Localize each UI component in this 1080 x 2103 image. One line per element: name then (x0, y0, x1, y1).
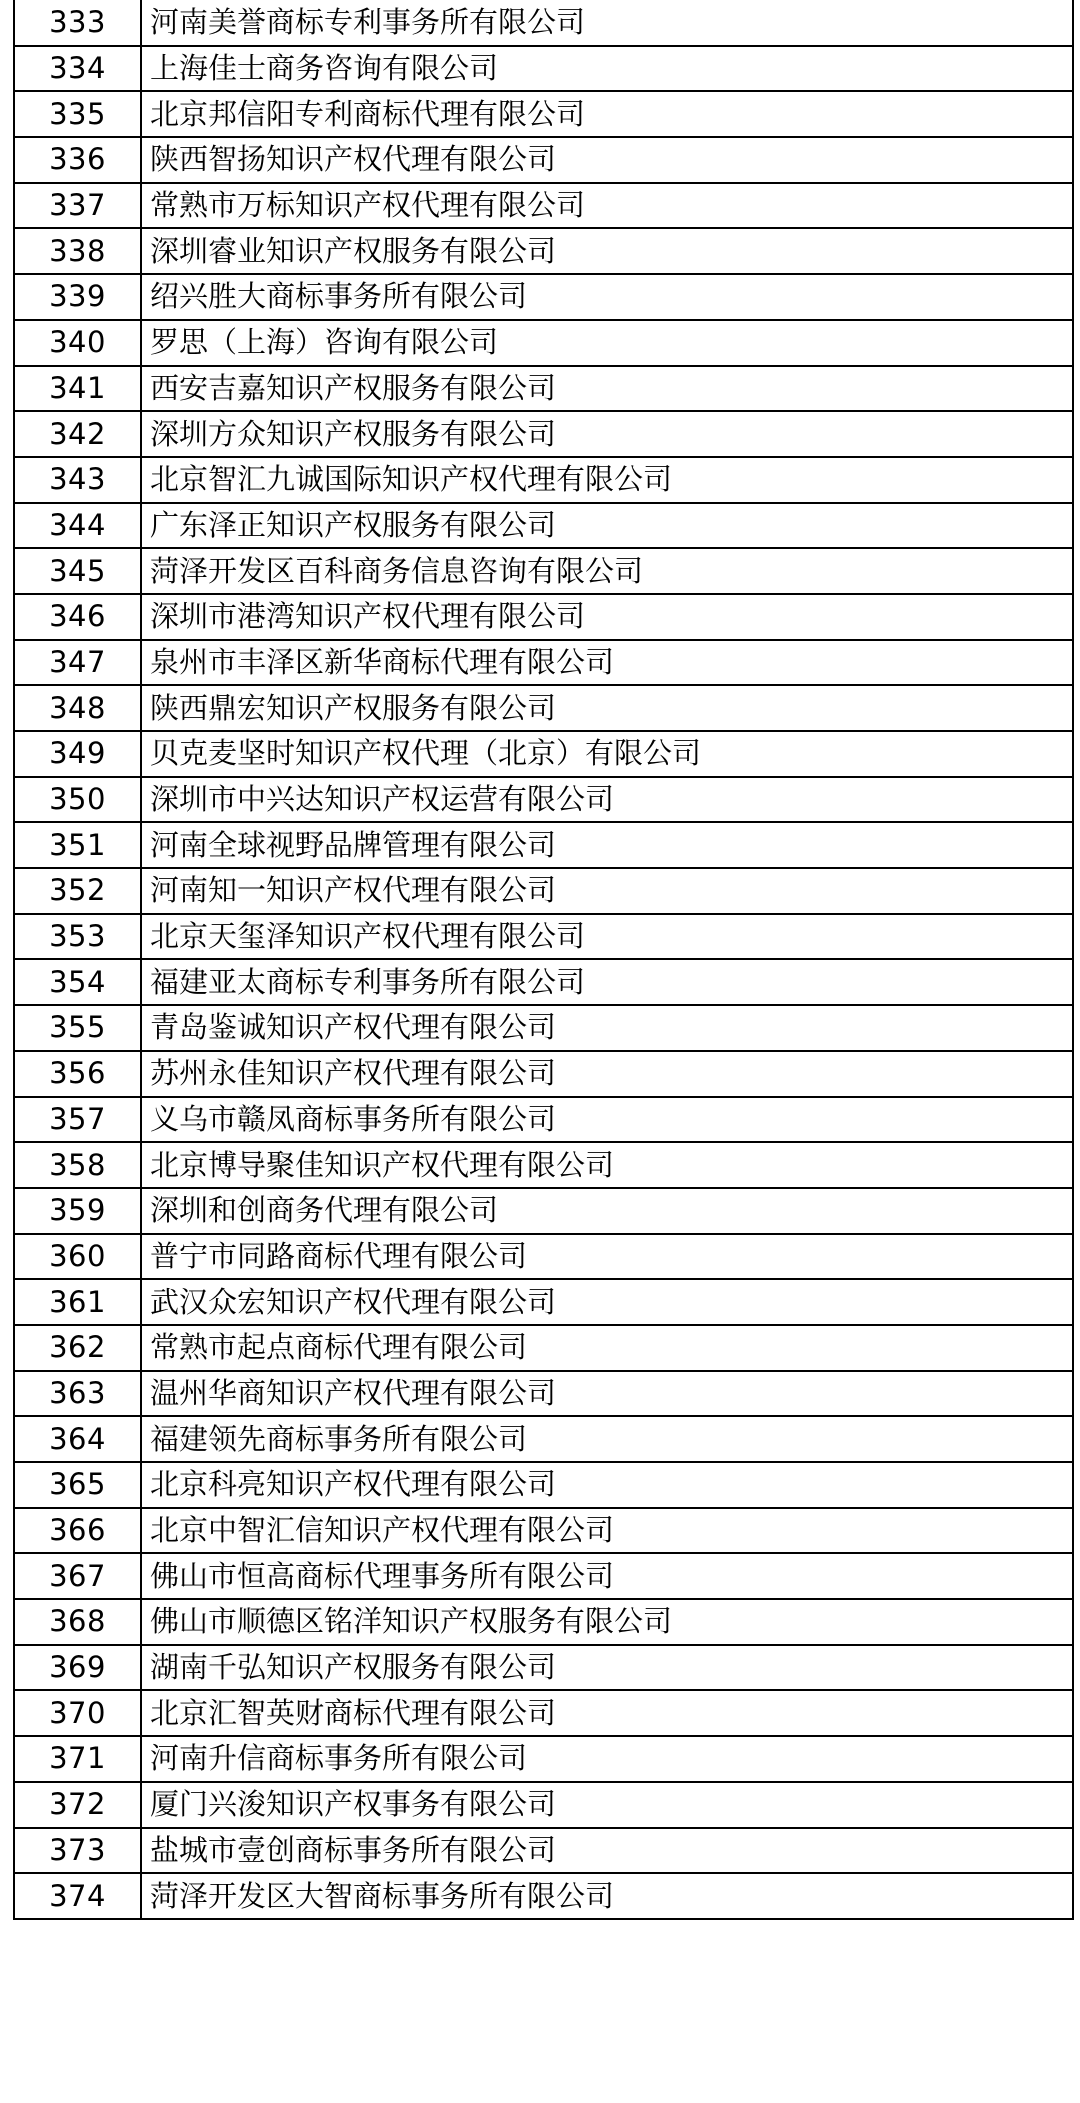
company-name-cell: 陕西鼎宏知识产权服务有限公司 (141, 685, 1073, 731)
row-number-cell: 356 (14, 1051, 141, 1097)
table-row (14, 868, 1073, 914)
row-number-cell: 360 (14, 1234, 141, 1280)
table-row (14, 1508, 1073, 1554)
company-name-cell: 北京中智汇信知识产权代理有限公司 (141, 1508, 1073, 1554)
row-number-cell: 343 (14, 457, 141, 503)
table-row (14, 1371, 1073, 1417)
row-number-cell: 354 (14, 959, 141, 1005)
row-number-cell: 346 (14, 594, 141, 640)
company-name-cell: 上海佳士商务咨询有限公司 (141, 46, 1073, 92)
company-name-cell: 罗思（上海）咨询有限公司 (141, 320, 1073, 366)
row-number-cell: 367 (14, 1553, 141, 1599)
company-name-cell: 绍兴胜大商标事务所有限公司 (141, 274, 1073, 320)
table-row (14, 503, 1073, 549)
row-number-cell: 334 (14, 46, 141, 92)
table-row (14, 1005, 1073, 1051)
company-name-cell: 深圳睿业知识产权服务有限公司 (141, 228, 1073, 274)
row-number-cell: 352 (14, 868, 141, 914)
company-name-cell: 菏泽开发区大智商标事务所有限公司 (141, 1873, 1073, 1919)
company-name-cell: 厦门兴浚知识产权事务有限公司 (141, 1782, 1073, 1828)
table-row (14, 777, 1073, 823)
company-name-cell: 河南全球视野品牌管理有限公司 (141, 822, 1073, 868)
row-number-cell: 337 (14, 183, 141, 229)
table-row (14, 411, 1073, 457)
company-name-cell: 青岛鉴诚知识产权代理有限公司 (141, 1005, 1073, 1051)
row-number-cell: 357 (14, 1097, 141, 1143)
row-number-cell: 358 (14, 1142, 141, 1188)
table-row (14, 1828, 1073, 1874)
row-number-cell: 341 (14, 366, 141, 412)
row-number-cell: 344 (14, 503, 141, 549)
company-name-cell: 深圳市港湾知识产权代理有限公司 (141, 594, 1073, 640)
company-name-cell: 广东泽正知识产权服务有限公司 (141, 503, 1073, 549)
company-name-cell: 福建亚太商标专利事务所有限公司 (141, 959, 1073, 1005)
company-name-cell: 湖南千弘知识产权服务有限公司 (141, 1645, 1073, 1691)
company-name-cell: 常熟市起点商标代理有限公司 (141, 1325, 1073, 1371)
company-name-cell: 陕西智扬知识产权代理有限公司 (141, 137, 1073, 183)
table-row (14, 1051, 1073, 1097)
row-number-cell: 347 (14, 640, 141, 686)
row-number-cell: 336 (14, 137, 141, 183)
company-name-cell: 常熟市万标知识产权代理有限公司 (141, 183, 1073, 229)
table-row (14, 1553, 1073, 1599)
table-row (14, 1599, 1073, 1645)
company-name-cell: 泉州市丰泽区新华商标代理有限公司 (141, 640, 1073, 686)
row-number-cell: 366 (14, 1508, 141, 1554)
company-name-cell: 佛山市顺德区铭洋知识产权服务有限公司 (141, 1599, 1073, 1645)
row-number-cell: 342 (14, 411, 141, 457)
row-number-cell: 362 (14, 1325, 141, 1371)
table-row (14, 822, 1073, 868)
table-row (14, 731, 1073, 777)
company-name-cell: 温州华商知识产权代理有限公司 (141, 1371, 1073, 1417)
company-name-cell: 义乌市赣凤商标事务所有限公司 (141, 1097, 1073, 1143)
table-row (14, 366, 1073, 412)
company-name-cell: 北京邦信阳专利商标代理有限公司 (141, 91, 1073, 137)
table-row (14, 91, 1073, 137)
table-row (14, 1142, 1073, 1188)
table-row (14, 0, 1073, 46)
row-number-cell: 351 (14, 822, 141, 868)
table-row (14, 320, 1073, 366)
table-row (14, 457, 1073, 503)
company-name-cell: 菏泽开发区百科商务信息咨询有限公司 (141, 548, 1073, 594)
company-name-cell: 普宁市同路商标代理有限公司 (141, 1234, 1073, 1280)
company-name-cell: 北京天玺泽知识产权代理有限公司 (141, 914, 1073, 960)
company-name-cell: 北京智汇九诚国际知识产权代理有限公司 (141, 457, 1073, 503)
company-name-cell: 河南美誉商标专利事务所有限公司 (141, 0, 1073, 46)
company-name-cell: 河南升信商标事务所有限公司 (141, 1736, 1073, 1782)
row-number-cell: 353 (14, 914, 141, 960)
table-row (14, 228, 1073, 274)
row-number-cell: 371 (14, 1736, 141, 1782)
row-number-cell: 361 (14, 1279, 141, 1325)
agency-list-table (13, 0, 1074, 1920)
row-number-cell: 372 (14, 1782, 141, 1828)
row-number-cell: 364 (14, 1416, 141, 1462)
row-number-cell: 370 (14, 1690, 141, 1736)
row-number-cell: 355 (14, 1005, 141, 1051)
table-row (14, 274, 1073, 320)
table-row (14, 46, 1073, 92)
table-row (14, 1690, 1073, 1736)
table-row (14, 594, 1073, 640)
company-name-cell: 贝克麦坚时知识产权代理（北京）有限公司 (141, 731, 1073, 777)
agency-list-body (14, 0, 1073, 1919)
table-row (14, 1188, 1073, 1234)
table-row (14, 1325, 1073, 1371)
company-name-cell: 河南知一知识产权代理有限公司 (141, 868, 1073, 914)
table-row (14, 1873, 1073, 1919)
row-number-cell: 350 (14, 777, 141, 823)
company-name-cell: 深圳和创商务代理有限公司 (141, 1188, 1073, 1234)
company-name-cell: 盐城市壹创商标事务所有限公司 (141, 1828, 1073, 1874)
row-number-cell: 348 (14, 685, 141, 731)
row-number-cell: 368 (14, 1599, 141, 1645)
table-row (14, 1782, 1073, 1828)
row-number-cell: 363 (14, 1371, 141, 1417)
row-number-cell: 349 (14, 731, 141, 777)
row-number-cell: 373 (14, 1828, 141, 1874)
table-row (14, 685, 1073, 731)
row-number-cell: 339 (14, 274, 141, 320)
row-number-cell: 369 (14, 1645, 141, 1691)
row-number-cell: 359 (14, 1188, 141, 1234)
company-name-cell: 深圳市中兴达知识产权运营有限公司 (141, 777, 1073, 823)
table-row (14, 959, 1073, 1005)
company-name-cell: 深圳方众知识产权服务有限公司 (141, 411, 1073, 457)
company-name-cell: 福建领先商标事务所有限公司 (141, 1416, 1073, 1462)
company-name-cell: 佛山市恒高商标代理事务所有限公司 (141, 1553, 1073, 1599)
table-row (14, 1097, 1073, 1143)
table-row (14, 914, 1073, 960)
table-row (14, 1234, 1073, 1280)
row-number-cell: 333 (14, 0, 141, 46)
row-number-cell: 338 (14, 228, 141, 274)
row-number-cell: 374 (14, 1873, 141, 1919)
table-row (14, 183, 1073, 229)
table-row (14, 640, 1073, 686)
row-number-cell: 365 (14, 1462, 141, 1508)
table-row (14, 1462, 1073, 1508)
row-number-cell: 335 (14, 91, 141, 137)
company-name-cell: 武汉众宏知识产权代理有限公司 (141, 1279, 1073, 1325)
company-name-cell: 苏州永佳知识产权代理有限公司 (141, 1051, 1073, 1097)
table-row (14, 548, 1073, 594)
company-name-cell: 西安吉嘉知识产权服务有限公司 (141, 366, 1073, 412)
table-row (14, 1279, 1073, 1325)
company-name-cell: 北京博导聚佳知识产权代理有限公司 (141, 1142, 1073, 1188)
row-number-cell: 340 (14, 320, 141, 366)
table-row (14, 1416, 1073, 1462)
table-row (14, 1736, 1073, 1782)
table-row (14, 137, 1073, 183)
company-name-cell: 北京汇智英财商标代理有限公司 (141, 1690, 1073, 1736)
table-row (14, 1645, 1073, 1691)
row-number-cell: 345 (14, 548, 141, 594)
company-name-cell: 北京科亮知识产权代理有限公司 (141, 1462, 1073, 1508)
